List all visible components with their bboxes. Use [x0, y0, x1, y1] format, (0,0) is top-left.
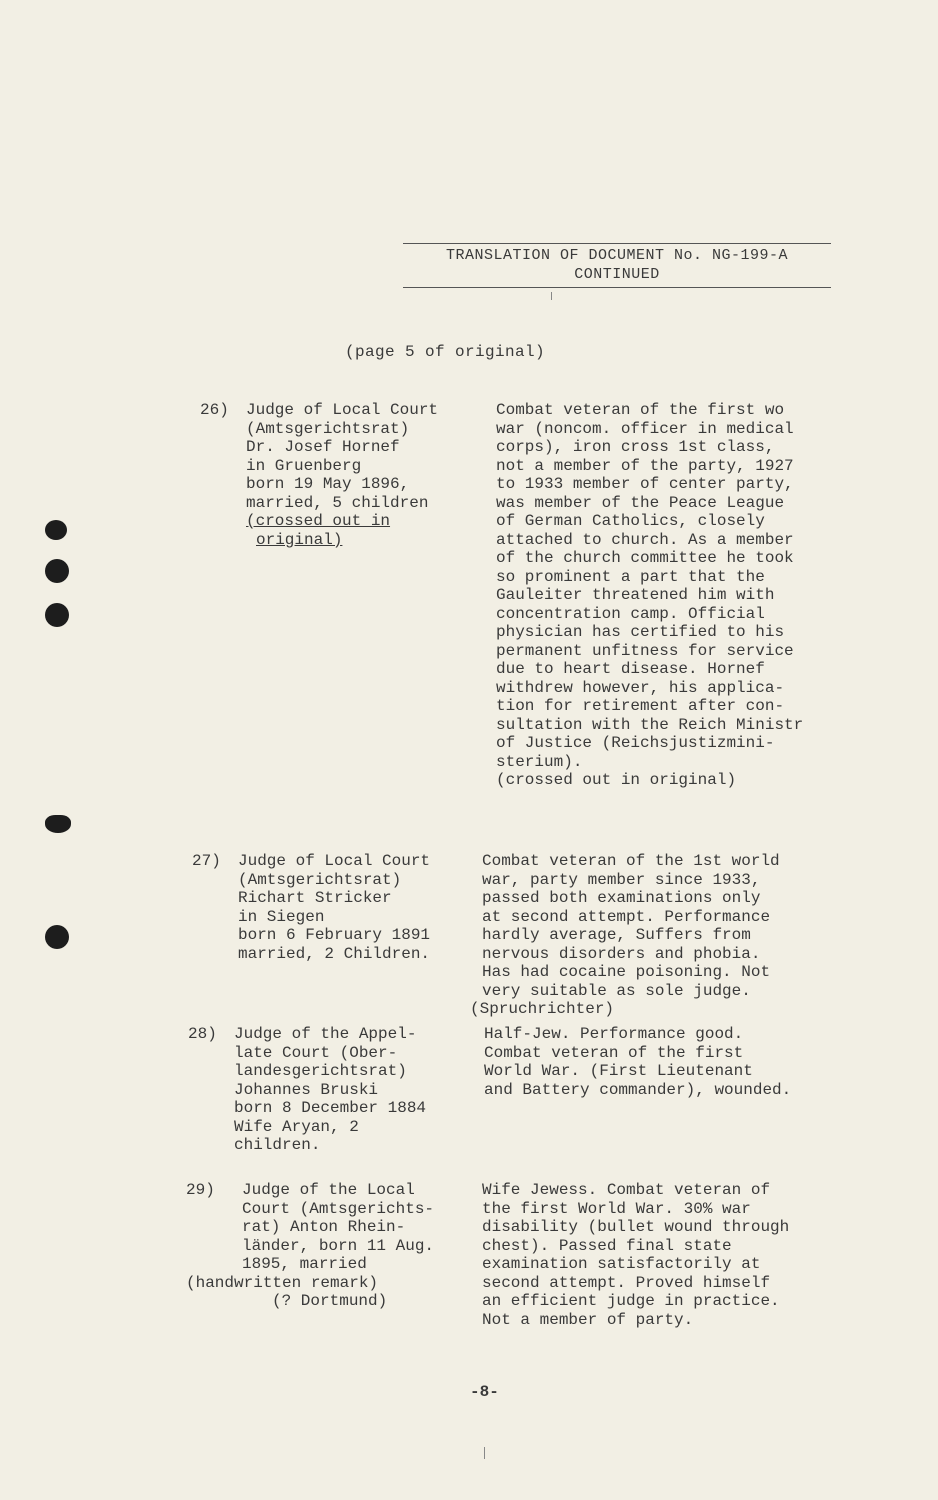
- document-header: [403, 243, 831, 288]
- entry-right-line: physician has certified to his: [496, 623, 785, 641]
- entry-right-line: the first World War. 30% war: [482, 1199, 751, 1218]
- entry-left-line: Judge of the Local: [242, 1181, 415, 1199]
- entry-right-line: war, party member since 1933,: [482, 870, 761, 889]
- entry-left-line: born 6 February 1891: [238, 926, 431, 944]
- entry-right-line: (Spruchrichter): [470, 1000, 615, 1018]
- entry-right-line: hardly average, Suffers from: [482, 926, 751, 944]
- punch-hole-mark: [45, 925, 69, 949]
- entry-left-line: Judge of the Appel-: [234, 1025, 417, 1043]
- entry-right-line: Combat veteran of the 1st world: [482, 852, 780, 870]
- entry-left-line: Court (Amtsgerichts-: [242, 1199, 435, 1218]
- entry-right-line: tion for retirement after con-: [496, 697, 785, 715]
- entry-right-line: Combat veteran of the first wo: [496, 401, 785, 419]
- entry-right-line: of German Catholics, closely: [496, 512, 765, 530]
- entry-right-line: withdrew however, his applica-: [496, 678, 785, 697]
- header-title: TRANSLATION OF DOCUMENT No. NG-199-A: [445, 247, 789, 264]
- entry-right-line: very suitable as sole judge.: [482, 981, 751, 1000]
- entry-right-line: Half-Jew. Performance good.: [484, 1025, 744, 1043]
- entry-number: 26): [200, 401, 229, 419]
- entry-left-line: (Amtsgerichtsrat): [238, 870, 402, 889]
- entry-left-line: children.: [234, 1136, 321, 1154]
- entry-right-column: [482, 1181, 862, 1329]
- entry-right-line: nervous disorders and phobia.: [482, 944, 761, 963]
- entry-right-line: due to heart disease. Hornef: [496, 660, 765, 678]
- entry-number: 29): [186, 1181, 215, 1199]
- entry-right-line: World War. (First Lieutenant: [484, 1062, 753, 1080]
- entry-right-line: chest). Passed final state: [482, 1236, 732, 1255]
- entry-right-line: an efficient judge in practice.: [482, 1292, 780, 1310]
- entry-left-line: (crossed out in: [246, 512, 391, 530]
- original-page-note: (page 5 of original): [345, 343, 546, 361]
- entry-left-column: [234, 1025, 474, 1155]
- entry-right-line: Combat veteran of the first: [484, 1043, 744, 1062]
- entry-right-line: concentration camp. Official: [496, 604, 765, 623]
- entry-number: 28): [188, 1025, 217, 1043]
- entry-right-column: [496, 401, 871, 790]
- entry-left-line: married, 2 Children.: [238, 944, 431, 963]
- punch-hole-mark: [45, 815, 71, 833]
- entry-right-line: Gauleiter threatened him with: [496, 586, 775, 604]
- entry-left-column: [246, 401, 486, 549]
- entry-left-line: in Gruenberg: [246, 456, 362, 475]
- entry-left-column: [186, 1181, 476, 1311]
- entry-left-line: late Court (Ober-: [234, 1043, 398, 1062]
- entry-right-line: corps), iron cross 1st class,: [496, 438, 775, 456]
- punch-hole-mark: [45, 559, 69, 583]
- header-subtitle: CONTINUED: [574, 266, 660, 283]
- entry-right-line: attached to church. As a member: [496, 530, 794, 549]
- entry-right-line: sultation with the Reich Ministr: [496, 715, 804, 734]
- entry-left-line: married, 5 children: [246, 493, 429, 512]
- entry-number: 27): [192, 852, 221, 870]
- entry-right-line: permanent unfitness for service: [496, 641, 794, 660]
- entry-right-line: not a member of the party, 1927: [496, 456, 794, 475]
- stray-mark: [551, 292, 552, 300]
- entry-right-line: at second attempt. Performance: [482, 907, 771, 926]
- entry-left-column: [238, 852, 478, 963]
- entry-right-line: disability (bullet wound through: [482, 1218, 790, 1236]
- entry-left-line: born 8 December 1884: [234, 1099, 427, 1117]
- entry-left-line: Judge of Local Court: [238, 852, 431, 870]
- entry-right-line: Has had cocaine poisoning. Not: [482, 963, 771, 981]
- entry-right-line: of Justice (Reichsjustizmini-: [496, 734, 775, 752]
- entry-right-line: so prominent a part that the: [496, 567, 765, 586]
- entry-left-line: Johannes Bruski: [234, 1080, 379, 1099]
- entry-right-line: examination satisfactorily at: [482, 1255, 761, 1273]
- punch-hole-mark: [45, 603, 69, 627]
- stray-mark: [484, 1447, 485, 1459]
- entry-right-line: second attempt. Proved himself: [482, 1273, 771, 1292]
- entry-right-line: of the church committee he took: [496, 549, 794, 567]
- entry-left-line: (? Dortmund): [272, 1292, 388, 1310]
- entry-left-line: born 19 May 1896,: [246, 475, 410, 493]
- entry-right-line: Not a member of party.: [482, 1310, 694, 1329]
- entry-right-line: to 1933 member of center party,: [496, 475, 794, 493]
- entry-left-line: länder, born 11 Aug.: [242, 1236, 435, 1255]
- entry-left-line: Judge of Local Court: [246, 401, 439, 419]
- page-number: -8-: [470, 1383, 499, 1401]
- punch-hole-mark: [45, 520, 67, 540]
- entry-left-line: original): [256, 530, 343, 549]
- entry-left-line: Wife Aryan, 2: [234, 1117, 359, 1136]
- entry-right-line: war (noncom. officer in medical: [496, 419, 794, 438]
- entry-right-line: and Battery commander), wounded.: [484, 1080, 792, 1099]
- entry-left-line: in Siegen: [238, 907, 325, 926]
- entry-left-line: Dr. Josef Hornef: [246, 438, 400, 456]
- entry-right-line: sterium).: [496, 752, 583, 771]
- entry-left-line: 1895, married: [242, 1255, 367, 1273]
- entry-right-line: passed both examinations only: [482, 889, 761, 907]
- entry-left-line: landesgerichtsrat): [234, 1062, 407, 1080]
- entry-right-line: Wife Jewess. Combat veteran of: [482, 1181, 771, 1199]
- entry-left-line: rat) Anton Rhein-: [242, 1218, 406, 1236]
- entry-left-line: Richart Stricker: [238, 889, 392, 907]
- entry-right-line: was member of the Peace League: [496, 493, 785, 512]
- entry-left-line: (handwritten remark): [186, 1273, 379, 1292]
- entry-right-line: (crossed out in original): [496, 771, 737, 789]
- entry-right-column: [470, 852, 862, 1019]
- entry-left-line: (Amtsgerichtsrat): [246, 419, 410, 438]
- entry-right-column: [484, 1025, 864, 1099]
